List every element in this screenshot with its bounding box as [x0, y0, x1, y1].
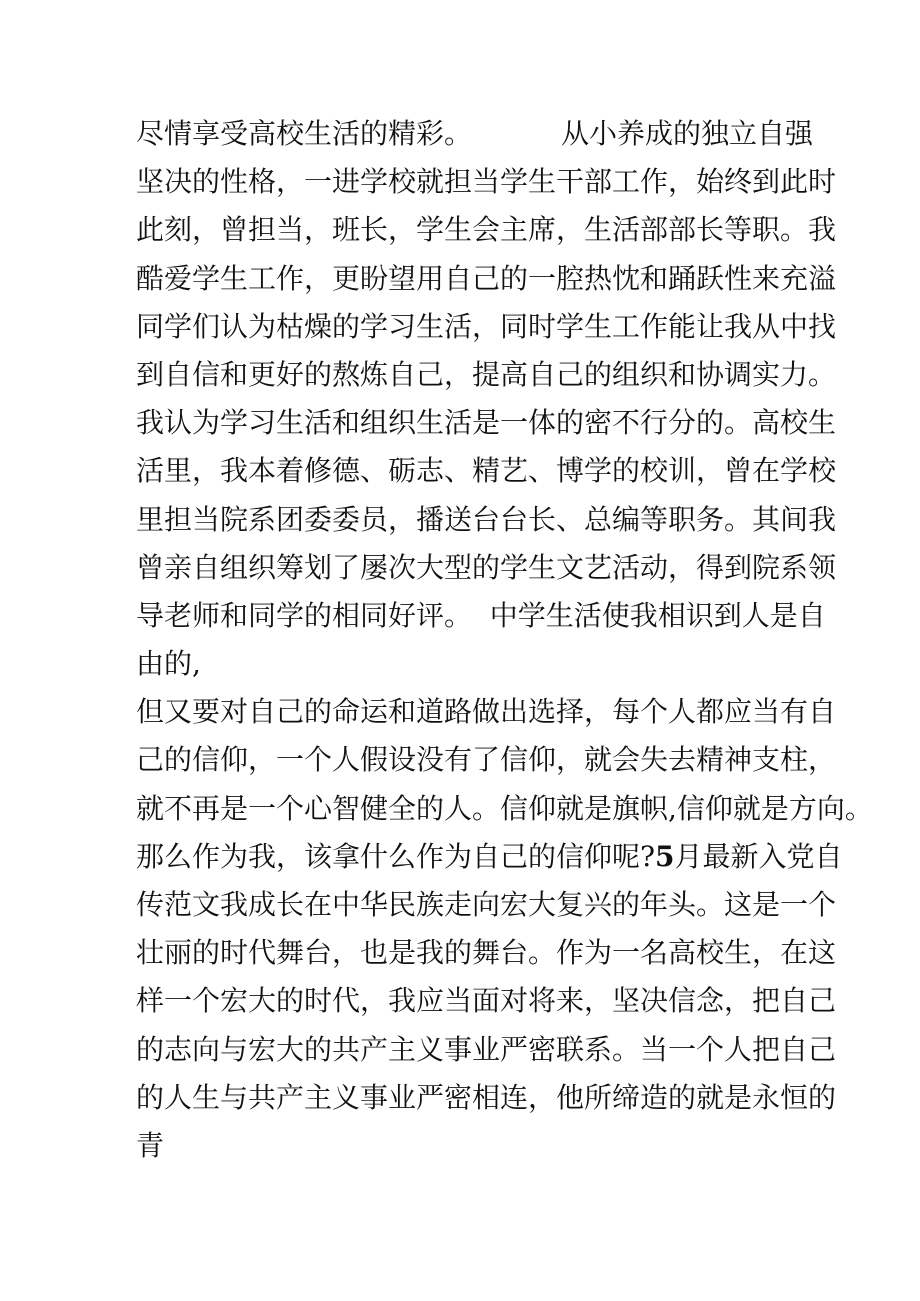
body-text: [136, 110, 873, 1170]
text-line: 活里，我本着修德、砺志、精艺、博学的校训，曾在学校: [136, 454, 837, 488]
text-line: 酷爱学生工作，更盼望用自己的一腔热忱和踊跃性来充溢: [136, 261, 837, 295]
bold-number: 5: [655, 839, 675, 873]
text-line: 此刻，曾担当，班长，学生会主席，生活部部长等职。我: [136, 213, 837, 247]
text-line: 就不再是一个心智健全的人。信仰就是旗帜,信仰就是方向。: [136, 791, 873, 825]
text-line: 的志向与宏大的共产主义事业严密联系。当一个人把自己: [136, 1032, 837, 1066]
text-segment: 月最新入党自: [674, 839, 843, 873]
text-line: 但又要对自己的命运和道路做出选择，每个人都应当有自: [136, 695, 837, 729]
text-line: 壮丽的时代舞台，也是我的舞台。作为一名高校生，在这: [136, 936, 837, 970]
text-line: 样一个宏大的时代，我应当面对将来，坚决信念，把自己: [136, 984, 837, 1018]
text-line: 同学们认为枯燥的学习生活，同时学生工作能让我从中找: [136, 309, 837, 343]
text-line: 曾亲自组织筹划了屡次大型的学生文艺活动，得到院系领: [136, 550, 837, 584]
text-line: 坚决的性格，一进学校就担当学生干部工作，始终到此时: [136, 165, 837, 199]
text-line: 己的信仰，一个人假设没有了信仰，就会失去精神支柱，: [136, 743, 837, 777]
text-line: 我认为学习生活和组织生活是一体的密不行分的。高校生: [136, 406, 837, 440]
text-line: 尽情享受高校生活的精彩。 从小养成的独立自强: [136, 117, 814, 150]
text-line: 的人生与共产主义事业严密相连，他所缔造的就是永恒的: [136, 1080, 837, 1114]
text-line: 导老师和同学的相同好评。 中学生活使我相识到人是自: [136, 598, 826, 632]
text-line: 由的,: [136, 647, 201, 681]
text-segment: 那么作为我，该拿什么作为自己的信仰呢?: [136, 839, 656, 873]
text-line: 青: [136, 1128, 165, 1162]
text-line: 传范文我成长在中华民族走向宏大复兴的年头。这是一个: [136, 888, 837, 921]
text-line: 里担当院系团委委员，播送台台长、总编等职务。其间我: [136, 502, 837, 536]
text-line-with-date: [136, 833, 843, 881]
text-line: 到自信和更好的熬炼自己，提高自己的组织和协调实力。: [136, 357, 837, 391]
